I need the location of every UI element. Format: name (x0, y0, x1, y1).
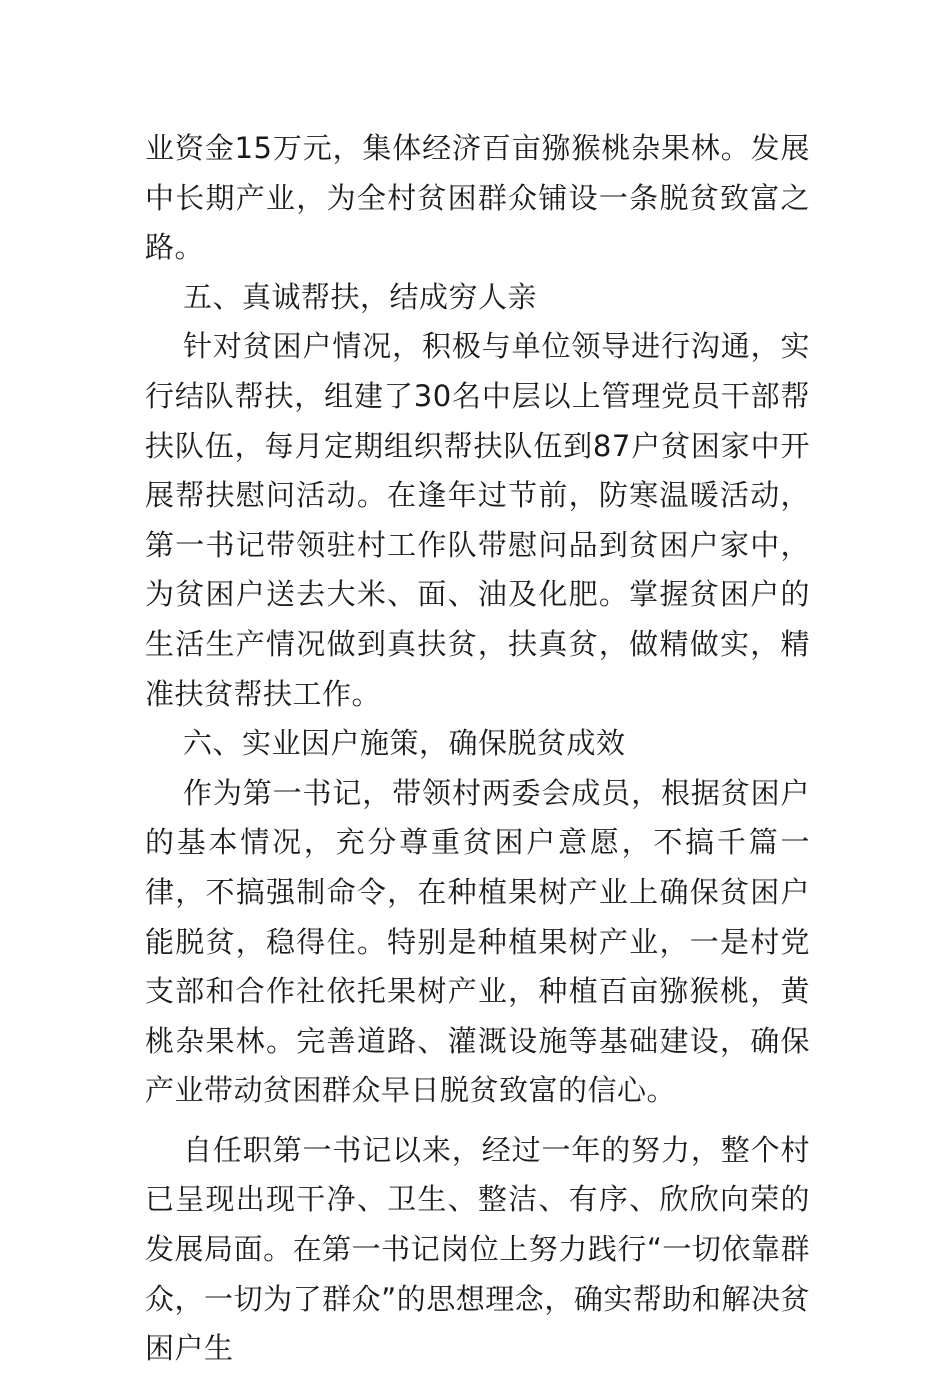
paragraph-continuation: 业资金15万元，集体经济百亩猕猴桃杂果林。发展中长期产业，为全村贫困群众铺设一条脱贫致富之路。 (145, 131, 810, 265)
document-body (145, 124, 810, 1374)
paragraph-industry: 作为第一书记，带领村两委会成员，根据贫困户的基本情况，充分尊重贫困户意愿，不搞千篇一律，不搞强制命令，在种植果树产业上确保贫困户能脱贫，稳得住。特别是种植果树产业，一是村党支部和合作社依托果树产业，种植百亩猕猴桃，黄桃杂果林。完善道路、灌溉设施等基础建设，确保产业带动贫困群众早日脱贫致富的信心。 (145, 775, 810, 1108)
section-heading-6: 六、实业因户施策，确保脱贫成效 (183, 726, 626, 761)
section-heading-5: 五、真诚帮扶，结成穷人亲 (183, 279, 538, 314)
paragraph-summary: 自任职第一书记以来，经过一年的努力，整个村已呈现出现干净、卫生、整洁、有序、欣欣向荣的发展局面。在第一书记岗位上努力践行“一切依靠群众，一切为了群众”的思想理念，确实帮助和解决贫困户生 (145, 1132, 810, 1366)
paragraph-assistance: 针对贫困户情况，积极与单位领导进行沟通，实行结队帮扶，组建了30名中层以上管理党员干部帮扶队伍，每月定期组织帮扶队伍到87户贫困家中开展帮扶慰问活动。在逢年过节前，防寒温暖活动，第一书记带领驻村工作队带慰问品到贫困户家中，为贫困户送去大米、面、油及化肥。掌握贫困户的生活生产情况做到真扶贫，扶真贫，做精做实，精准扶贫帮扶工作。 (145, 329, 810, 711)
